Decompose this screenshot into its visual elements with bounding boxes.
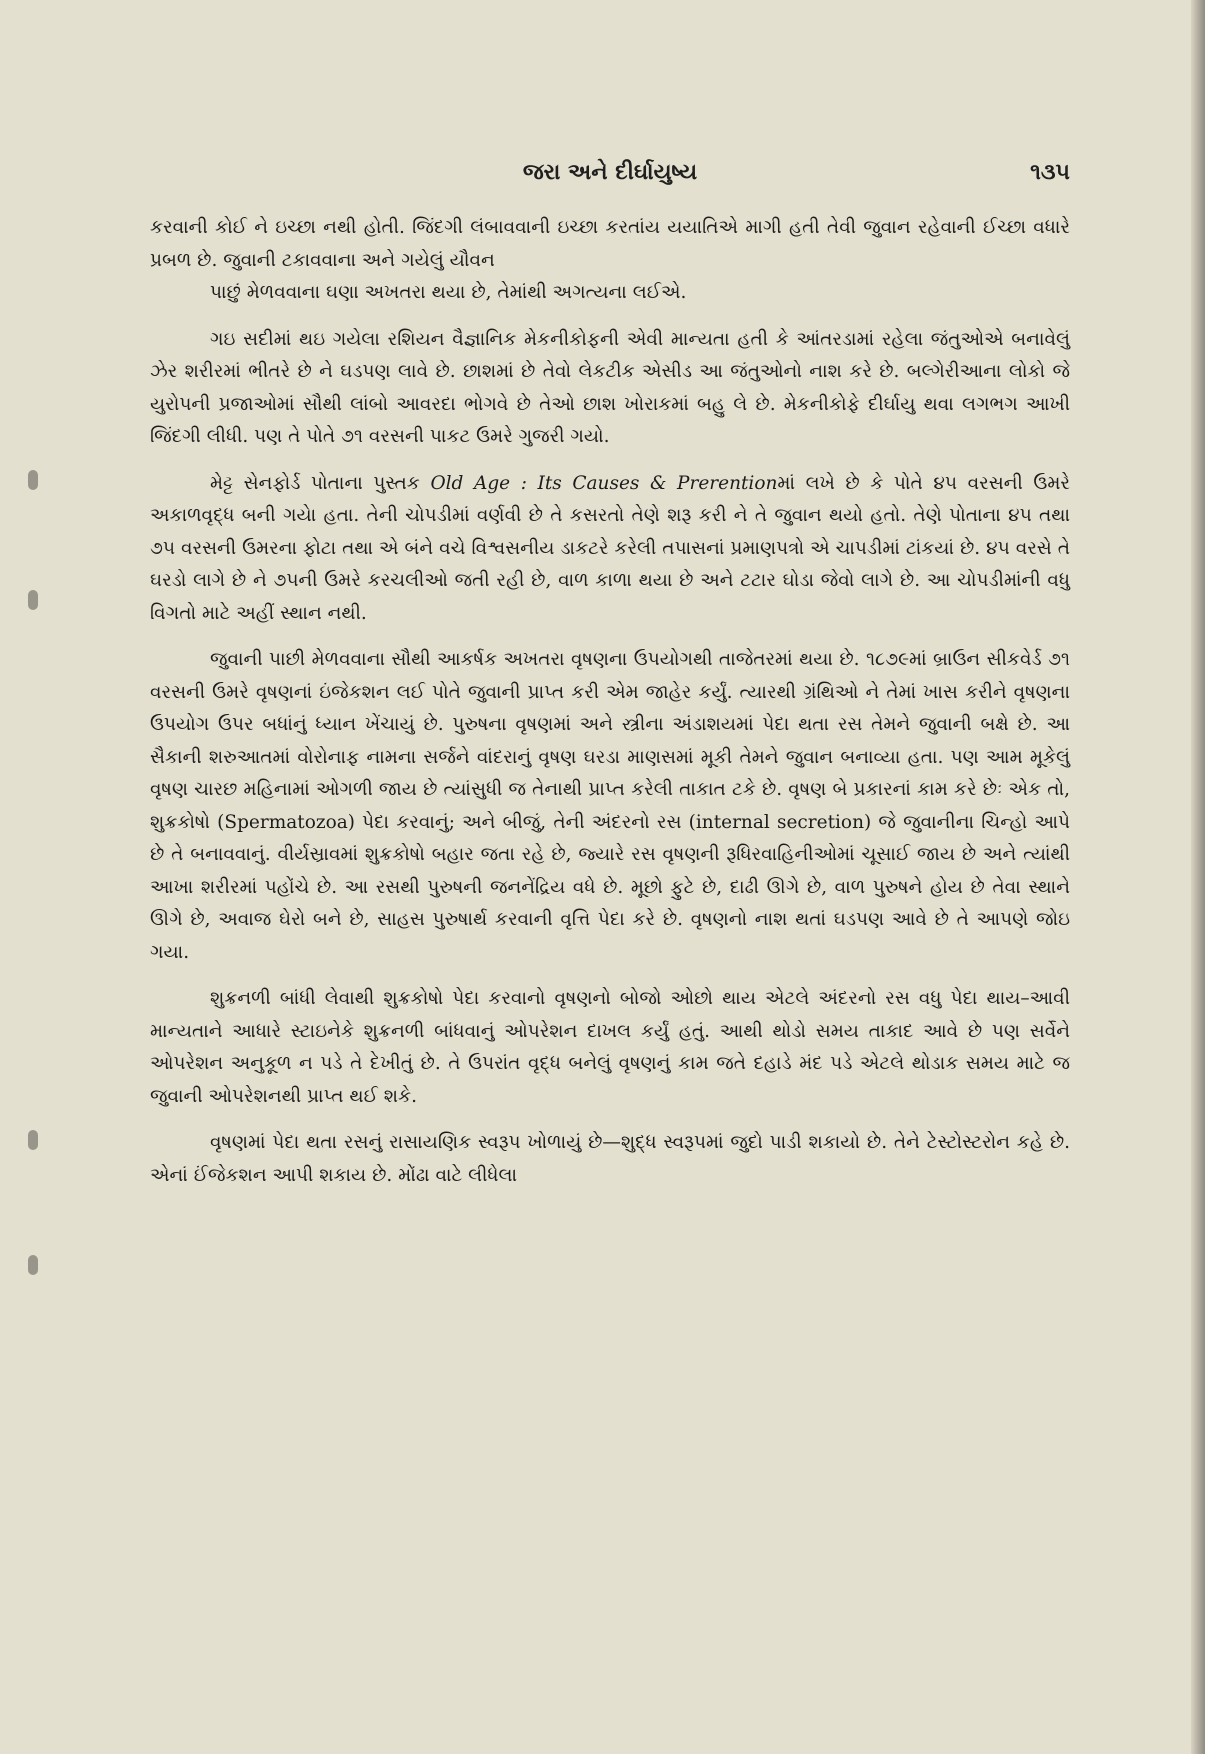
paragraph-text: શુક્રનળી બાંધી લેવાથી શુક્રકોષો પેદા કરવાનો વૃષણનો બોજો ઓછો થાય એટલે અંદરનો રસ વધુ પેદા થાય–આવી માન્યતાને આધારે સ્ટાઇનેકે શુક્રનળી બાંધવાનું ઓપરેશન દાખલ કર્યું હતું. આથી થોડો સમય તાકાદ આવે છે પણ સર્વેને ઓપરેશન અનુકૂળ ન પડે તે દેખીતું છે. તે ઉપરાંત વૃદ્ધ બનેલું વૃષણનું કામ જતે દહાડે મંદ પડે એટલે થોડાક સમય માટે જ જુવાની ઓપરેશનથી પ્રાપ્ત થઈ શકે. — [150, 988, 1070, 1107]
paragraph — [150, 324, 1070, 454]
binding-hole — [28, 590, 38, 610]
body-text — [150, 212, 1070, 1206]
paragraph-text: જુવાની પાછી મેળવવાના સૌથી આકર્ષક અખતરા વૃષણના ઉપયોગથી તાજેતરમાં થયા છે. ૧૮૭૯માં બ્રાઉન સીકવેર્ડ ૭૧ વરસની ઉમરે વૃષણનાં ઇંજેકશન લઈ પોતે જુવાની પ્રાપ્ત કરી એમ જાહેર કર્યું. ત્યારથી ગ્રંથિઓ ને તેમાં ખાસ કરીને વૃષણના ઉપયોગ ઉપર બધાંનું ધ્યાન ખેંચાયું છે. પુરુષના વૃષણમાં અને સ્ત્રીના અંડાશયમાં પેદા થતા રસ તેમને જુવાની બક્ષે છે. આ સૈકાની શરુઆતમાં વોરોનાફ નામના સર્જને વાંદરાનું વૃષણ ઘરડા માણસમાં મૂકી તેમને જુવાન બનાવ્યા હતા. પણ આમ મૂકેલું વૃષણ ચારછ મહિનામાં ઓગળી જાય છે ત્યાંસુધી જ તેનાથી પ્રાપ્ત કરેલી તાકાત ટકે છે. વૃષણ બે પ્રકારનાં કામ કરે છેઃ એક તો, શુક્રકોષો (Spermatozoa) પેદા કરવાનું; અને બીજું, તેની અંદરનો રસ (internal secretion) જે જુવાનીના ચિન્હો આપે છે તે બનાવવાનું. વીર્યસ્રાવમાં શુક્રકોષો બહાર જતા રહે છે, જ્યારે રસ વૃષણની રૂધિરવાહિનીઓમાં ચૂસાઈ જાય છે અને ત્યાંથી આખા શરીરમાં પહોંચે છે. આ રસથી પુરુષની જનનેંદ્રિય વધે છે. મૂછો ફુટે છે, દાઢી ઊગે છે, વાળ પુરુષને હોય છે તેવા સ્થાને ઊગે છે, અવાજ ઘેરો બને છે, સાહસ પુરુષાર્થ કરવાની વૃત્તિ પેદા કરે છે. વૃષણનો નાશ થતાં ઘડપણ આવે છે તે આપણે જોઇ ગયા. — [150, 649, 1070, 963]
paragraph-tail: પાછું મેળવવાના ઘણા અખતરા થયા છે, તેમાંથી અગત્યના લઈએ. — [210, 282, 687, 303]
paragraph — [150, 983, 1070, 1113]
paragraph-text: ગઇ સદીમાં થઇ ગયેલા રશિયન વૈજ્ઞાનિક મેકનીકોફની એવી માન્યતા હતી કે આંતરડામાં રહેલા જંતુઓએ બનાવેલું ઝેર શરીરમાં ભીતરે છે ને ઘડપણ લાવે છે. છાશમાં છે તેવો લેકટીક એસીડ આ જંતુઓનો નાશ કરે છે. બલ્ગેરીઆના લોકો જે યુરોપની પ્રજાઓમાં સૌથી લાંબો આવરદા ભોગવે છે તેઓ છાશ ખોરાકમાં બહુ લે છે. મેકનીકોફે દીર્ઘાયુ થવા લગભગ આખી જિંદગી લીધી. પણ તે પોતે ૭૧ વરસની પાકટ ઉમરે ગુજરી ગયો. — [150, 328, 1070, 447]
binding-hole — [28, 1130, 38, 1150]
paragraph-text: કરવાની કોઈ ને ઇચ્છા નથી હોતી. જિંદગી લંબાવવાની ઇચ્છા કરતાંય યયાતિએ માગી હતી તેવી જુવાન રહેવાની ઈચ્છા વધારે પ્રબળ છે. જુવાની ટકાવવાના અને ગયેલું યૌવન — [150, 217, 1070, 271]
running-title: જરા અને દીર્ઘાયુષ્ય — [522, 160, 698, 185]
paragraph-text-after: માં લખે છે કે પોતે ૪૫ વરસની ઉમરે અકાળવૃદ્ધ બની ગયેા હતા. તેની ચોપડીમાં વર્ણવી છે તે કસરતો તેણે શરૂ કરી ને તે જુવાન થયો હતો. તેણે પોતાના ૪૫ તથા ૭૫ વરસની ઉમરના ફોટા તથા એ બંને વચે વિશ્વસનીય ડાકટરે કરેલી તપાસનાં પ્રમાણપત્રો એ ચાપડીમાં ટાંકયાં છે. ૪૫ વરસે તે ઘરડો લાગે છે ને ૭૫ની ઉમરે કરચલીઓ જતી રહી છે, વાળ કાળા થયા છે અને ટટાર ઘોડા જેવો લાગે છે. આ ચોપડીમાંની વધુ વિગતો માટે અહીં સ્થાન નથી. — [150, 472, 1070, 624]
paragraph — [150, 212, 1070, 310]
paragraph-text: વૃષણમાં પેદા થતા રસનું રાસાયણિક સ્વરૂપ ખોળાયું છે—શુદ્ધ સ્વરૂપમાં જુદો પાડી શકાયો છે. તેને ટેસ્ટોસ્ટરોન કહે છે. એનાં ઈંજેકશન આપી શકાય છે. મોંઢા વાટે લીધેલા — [150, 1132, 1070, 1186]
binding-hole — [28, 470, 38, 490]
paragraph — [150, 468, 1070, 631]
book-title-italic: Old Age : Its Causes & Prerention — [430, 472, 778, 494]
page-edge — [1191, 0, 1205, 1754]
paragraph-text-before: મેટ્ટ સેનફોર્ડ પોતાના પુસ્તક — [210, 472, 420, 494]
page-number: ૧૩૫ — [1030, 160, 1070, 185]
binding-hole — [28, 1255, 38, 1275]
running-header — [150, 160, 1070, 196]
paragraph — [150, 1127, 1070, 1192]
paragraph — [150, 644, 1070, 969]
